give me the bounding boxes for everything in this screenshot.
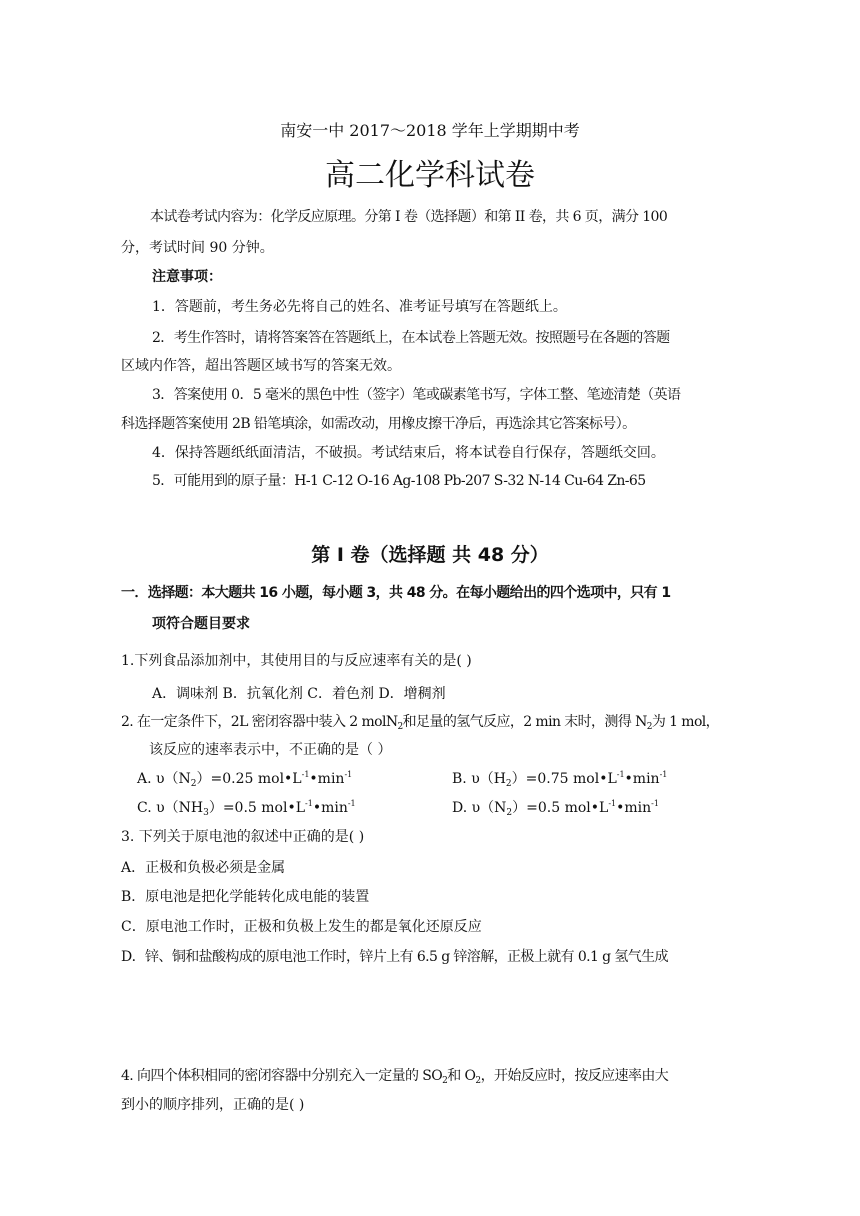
intro-line-2: 分，考试时间 90 分钟。: [121, 240, 274, 256]
question-3-option-a: A．正极和负极必须是金属: [121, 860, 286, 876]
question-4-stem-line-2: 到小的顺序排列，正确的是( ): [121, 1097, 305, 1113]
note-3-line-2: 科选择题答案使用 2B 铅笔填涂，如需改动，用橡皮擦干净后，再选涂其它答案标号）。: [121, 416, 636, 432]
question-3-option-d: D．锌、铜和盐酸构成的原电池工作时，锌片上有 6.5 g 锌溶解，正极上就有 0.1 g 氢气生成: [121, 949, 668, 965]
question-2-option-d: D. $\upsilon(N_2)=0.5$ $mol•L^{-1}•\min^{-1}$: [452, 799, 659, 818]
question-2-option-a: A. $\upsilon(N_2)=0.25$ $mol•L^{-1}•\min^{-1}$: [137, 770, 353, 789]
question-2-stem-line-1: 2. 在一定条件下，2L 密闭容器中装入 2 molN$_2$和足量的氢气反应，2 min 末时，测得 $N_2$为 1 mol，: [121, 714, 720, 732]
note-2-line-2: 区域内作答，超出答题区域书写的答案无效。: [121, 358, 401, 374]
question-4-stem-line-1: 4. 向四个体积相同的密闭容器中分别充入一定量的 $SO_2$和 $O_2$，开始反应时，按反应速率由大: [121, 1068, 669, 1086]
note-2-line-1: 2．考生作答时，请将答案答在答题纸上，在本试卷上答题无效。按照题号在各题的答题: [152, 330, 670, 346]
note-4: 4．保持答题纸纸面清洁，不破损。考试结束后，将本试卷自行保存，答题纸交回。: [152, 445, 665, 461]
question-3-option-b: B．原电池是把化学能转化成电能的装置: [121, 889, 370, 905]
section-1-title: 第 I 卷（选择题 共 48 分）: [311, 544, 549, 566]
note-1: 1．答题前，考生务必先将自己的姓名、准考证号填写在答题纸上。: [152, 299, 567, 315]
question-2-option-c: C. $\upsilon(NH_3)=0.5$ $mol•L^{-1}•\min^{-1}$: [137, 799, 356, 818]
question-1-stem: 1.下列食品添加剂中，其使用目的与反应速率有关的是( ): [121, 653, 472, 669]
section-1-instructions-line-2: 项符合题目要求: [152, 616, 250, 632]
note-5-atomic-masses: 5．可能用到的原子量：H-1 C-12 O-16 Ag-108 Pb-207 S-32 N-14 Cu-64 Zn-65: [152, 473, 646, 489]
exam-school-line: 南安一中 2017～2018 学年上学期期中考: [280, 121, 580, 140]
intro-line-1: 本试卷考试内容为：化学反应原理。分第 I 卷（选择题）和第 II 卷，共 6 页，满分 100: [150, 209, 668, 225]
question-2-option-b: B. $\upsilon(H_2)=0.75$ $mol•L^{-1}•\min^{-1}$: [452, 770, 668, 789]
question-2-stem-line-2: 该反应的速率表示中，不正确的是（ ）: [149, 742, 392, 758]
note-3-line-1: 3．答案使用 0．5 毫米的黑色中性（签字）笔或碳素笔书写，字体工整、笔迹清楚（英语: [152, 387, 681, 403]
question-3-stem: 3. 下列关于原电池的叙述中正确的是( ): [121, 829, 365, 845]
exam-title: 高二化学科试卷: [325, 158, 535, 193]
question-3-option-c: C．原电池工作时，正极和负极上发生的都是氧化还原反应: [121, 919, 482, 935]
question-1-options: A．调味剂 B．抗氧化剂 C．着色剂 D．增稠剂: [152, 686, 446, 702]
notes-heading: 注意事项：: [152, 269, 222, 285]
section-1-instructions-line-1: 一．选择题：本大题共 16 小题，每小题 3，共 48 分。在每小题给出的四个选项中，只有 1: [121, 585, 671, 601]
